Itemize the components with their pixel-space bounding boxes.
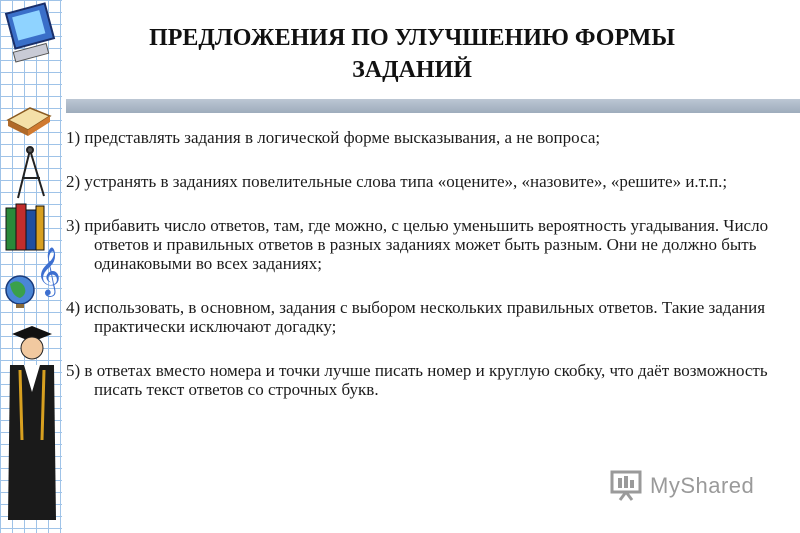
svg-text:𝄞: 𝄞 bbox=[36, 246, 61, 295]
title-divider bbox=[66, 99, 800, 113]
list-item: 4) использовать, в основном, задания с выбором нескольких правильных ответов. Такие задания практически исключают догадку; bbox=[66, 298, 766, 336]
watermark-text: MyShared bbox=[650, 473, 755, 498]
sidebar-clipart bbox=[0, 0, 62, 533]
proposal-list bbox=[66, 128, 794, 424]
list-item: 5) в ответах вместо номера и точки лучше писать номер и круглую скобку, что даёт возможность писать текст ответов со строчных букв. bbox=[66, 361, 768, 399]
list-item: 3) прибавить число ответов, там, где можно, с целью уменьшить вероятность угадывания. Число ответов и правильных ответов в разных заданиях может быть разным. Они не должно быть одинаковыми во всех заданиях; bbox=[66, 216, 769, 273]
compass-icon bbox=[18, 147, 44, 198]
books-icon bbox=[6, 204, 44, 250]
globe-icon bbox=[6, 276, 34, 308]
treble-clef-icon bbox=[36, 246, 61, 297]
list-item: 2) устранять в заданиях повелительные слова типа «оцените», «назовите», «решите» и.т.п.; bbox=[66, 172, 728, 191]
presentation-icon bbox=[610, 470, 644, 502]
computer-icon bbox=[6, 3, 54, 62]
slide-title: ПРЕДЛОЖЕНИЯ ПО УЛУЧШЕНИЮ ФОРМЫ ЗАДАНИЙ bbox=[149, 25, 675, 83]
list-item: 1) представлять задания в логической форме высказывания, а не вопроса; bbox=[66, 128, 601, 147]
graduate-icon bbox=[8, 326, 56, 520]
book-icon bbox=[8, 108, 50, 136]
myshared-logo bbox=[610, 470, 770, 502]
